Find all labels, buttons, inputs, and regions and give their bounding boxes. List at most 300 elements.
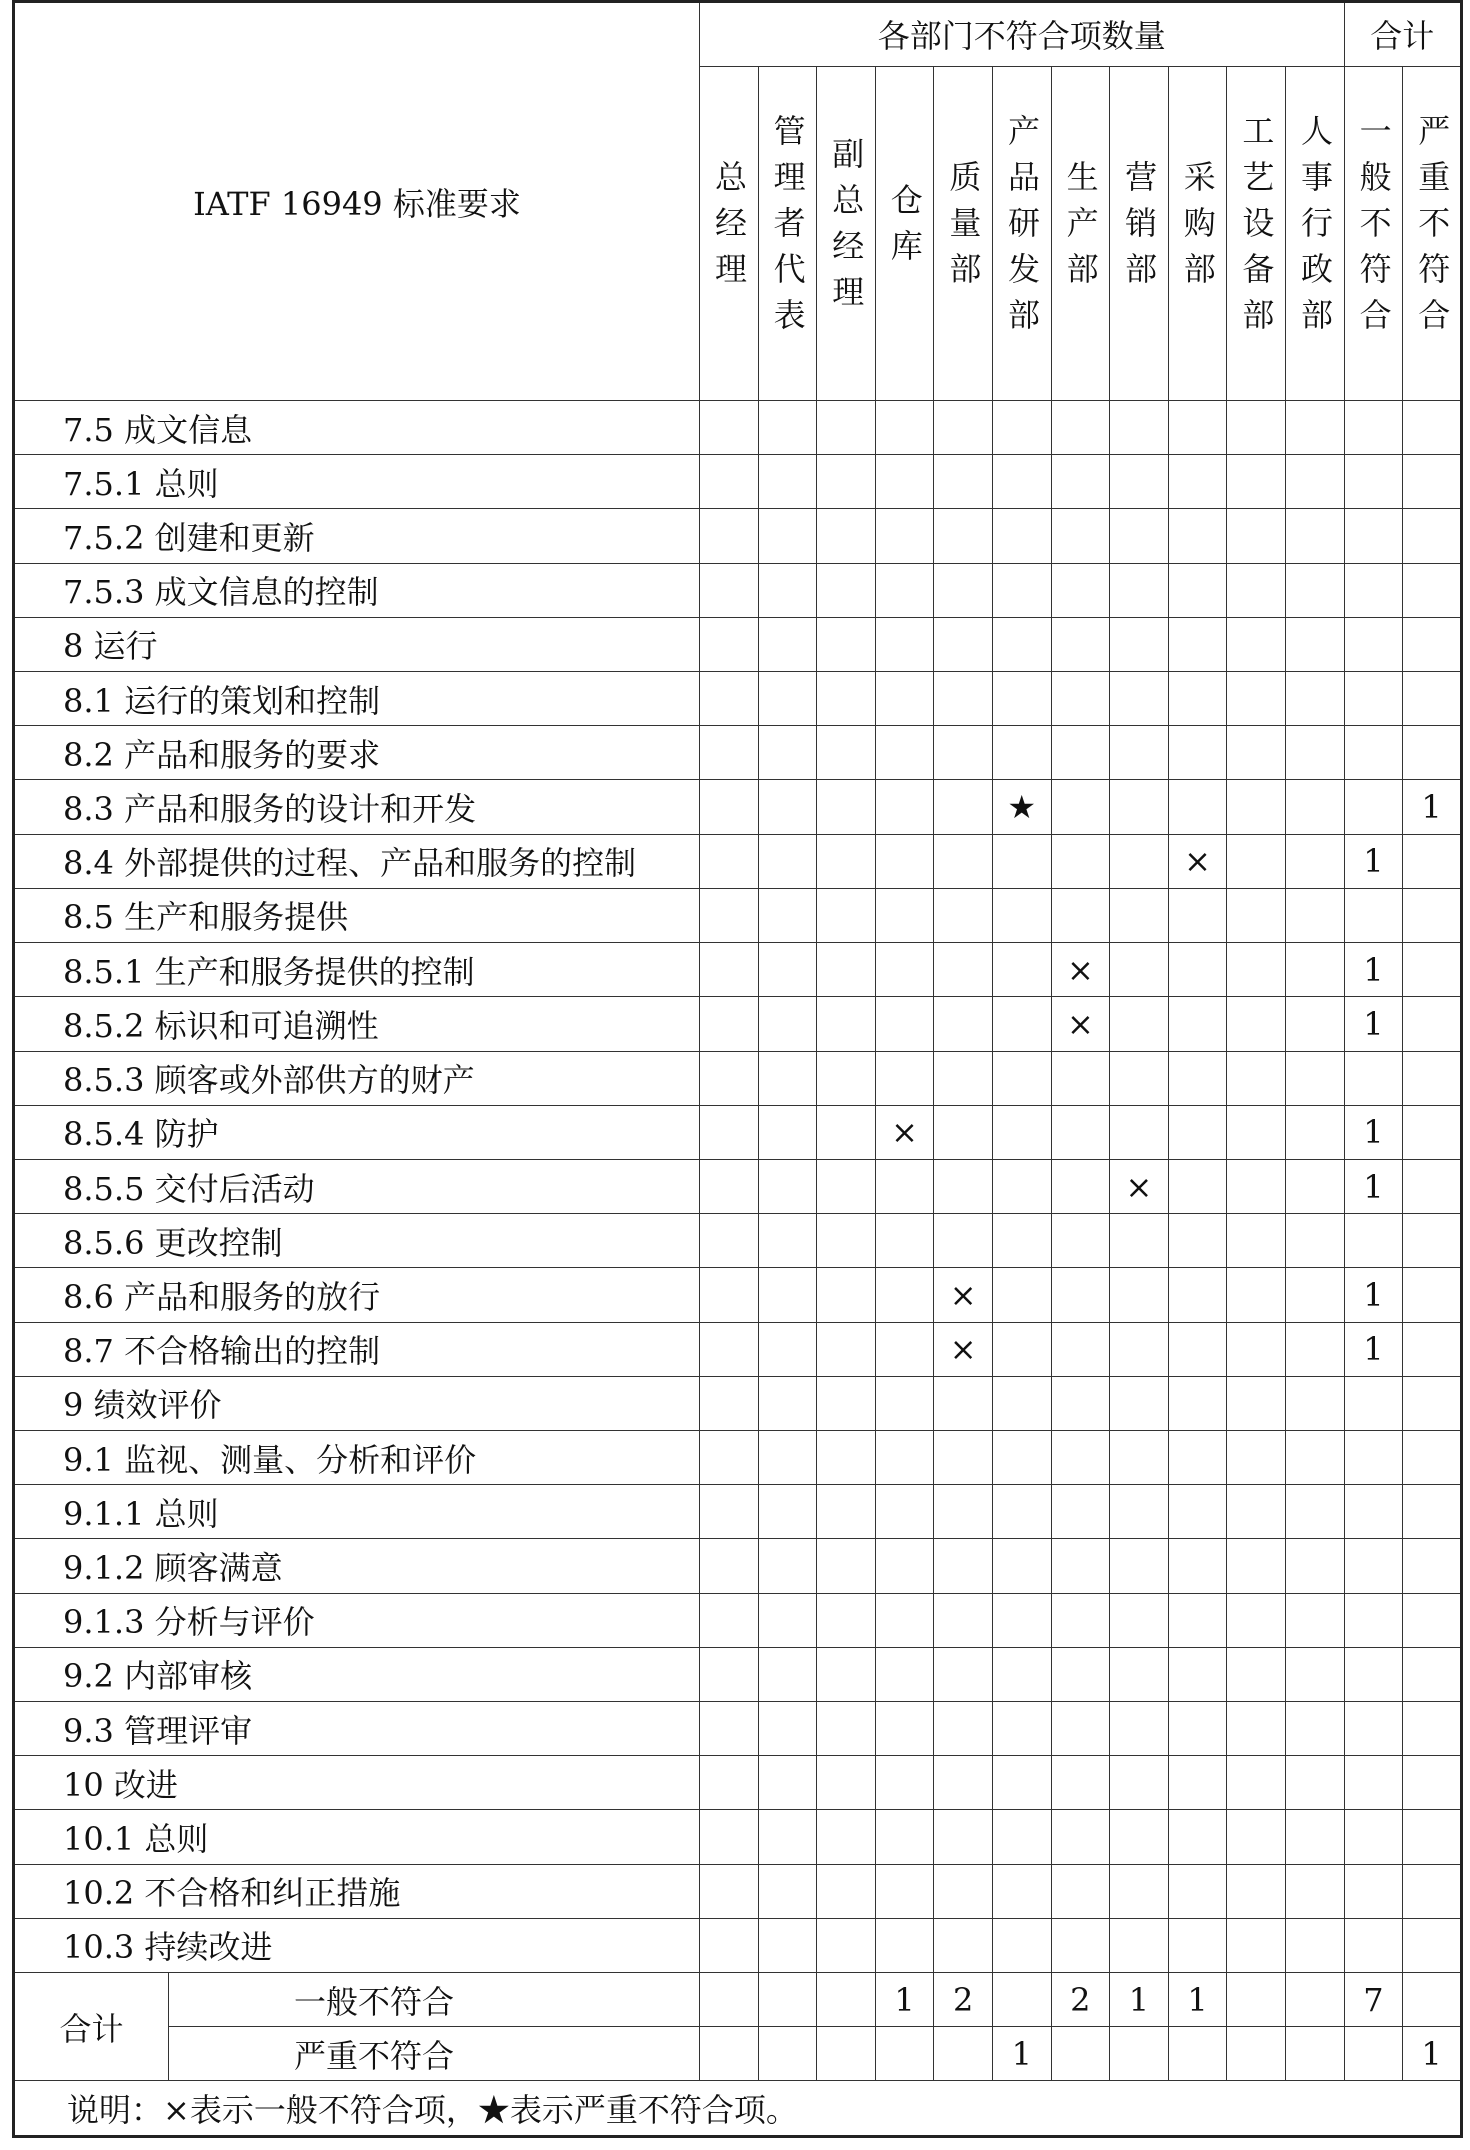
- count-cell: [992, 455, 1051, 509]
- count-cell: [1168, 726, 1227, 780]
- count-cell: [817, 1972, 876, 2026]
- count-cell: [1227, 563, 1286, 617]
- count-cell: [875, 401, 934, 455]
- count-cell: [1168, 1376, 1227, 1430]
- count-cell: [700, 1485, 759, 1539]
- count-cell: [1344, 455, 1403, 509]
- count-cell: 1: [1344, 834, 1403, 888]
- count-cell: [1403, 1539, 1462, 1593]
- count-cell: [1227, 2027, 1286, 2081]
- count-cell: [758, 1810, 817, 1864]
- count-cell: [817, 1593, 876, 1647]
- count-cell: [1051, 1810, 1110, 1864]
- count-cell: [992, 1051, 1051, 1105]
- count-cell: [1227, 1864, 1286, 1918]
- count-cell: [875, 1810, 934, 1864]
- count-cell: [1285, 1430, 1344, 1484]
- requirement-label: 8.1 运行的策划和控制: [14, 672, 700, 726]
- requirement-row: [14, 726, 1462, 780]
- count-cell: [758, 726, 817, 780]
- count-cell: [875, 1918, 934, 1972]
- count-cell: [1344, 1430, 1403, 1484]
- requirement-label: 8.5.4 防护: [14, 1105, 700, 1159]
- count-cell: [1227, 726, 1286, 780]
- count-cell: [758, 1756, 817, 1810]
- department-header-cell: [758, 66, 817, 400]
- count-cell: [1051, 1701, 1110, 1755]
- count-cell: [758, 672, 817, 726]
- count-cell: [1227, 1756, 1286, 1810]
- count-cell: [758, 455, 817, 509]
- requirement-label: 9.2 内部审核: [14, 1647, 700, 1701]
- count-cell: [1110, 1701, 1169, 1755]
- count-cell: [875, 509, 934, 563]
- requirement-label: 9 绩效评价: [14, 1376, 700, 1430]
- department-header-label: 采购部: [1178, 160, 1217, 299]
- count-cell: [1227, 617, 1286, 671]
- count-cell: [700, 997, 759, 1051]
- count-cell: [1110, 617, 1169, 671]
- count-cell: [1403, 1810, 1462, 1864]
- count-cell: [934, 943, 993, 997]
- count-cell: [758, 1918, 817, 1972]
- count-cell: [1285, 1485, 1344, 1539]
- count-cell: [875, 1159, 934, 1213]
- count-cell: [1051, 1105, 1110, 1159]
- count-cell: [758, 1376, 817, 1430]
- general-nonconformity-mark: ×: [1110, 1159, 1169, 1213]
- department-header-cell: [1285, 66, 1344, 400]
- department-header-label: 一般不符合: [1354, 114, 1393, 345]
- count-cell: [1344, 780, 1403, 834]
- count-cell: [992, 672, 1051, 726]
- count-cell: [1344, 1051, 1403, 1105]
- count-cell: [1403, 1864, 1462, 1918]
- count-cell: [758, 1593, 817, 1647]
- count-cell: 7: [1344, 1972, 1403, 2026]
- count-cell: [1110, 1647, 1169, 1701]
- count-cell: [992, 1376, 1051, 1430]
- count-cell: [1051, 1647, 1110, 1701]
- requirement-row: [14, 1376, 1462, 1430]
- count-cell: [817, 1105, 876, 1159]
- count-cell: 1: [875, 1972, 934, 2026]
- count-cell: [1110, 1105, 1169, 1159]
- department-header-cell: [875, 66, 934, 400]
- requirement-label: 9.1.1 总则: [14, 1485, 700, 1539]
- count-cell: [1285, 1701, 1344, 1755]
- count-cell: [758, 1051, 817, 1105]
- count-cell: [1110, 834, 1169, 888]
- count-cell: [700, 1756, 759, 1810]
- count-cell: [700, 1810, 759, 1864]
- department-header-label: 总经理: [710, 160, 748, 299]
- count-cell: [934, 726, 993, 780]
- count-cell: [817, 1647, 876, 1701]
- count-cell: [992, 1647, 1051, 1701]
- department-header-label: 生产部: [1061, 160, 1100, 299]
- count-cell: [1344, 1376, 1403, 1430]
- count-cell: [817, 1701, 876, 1755]
- count-cell: [1051, 1485, 1110, 1539]
- count-cell: [817, 943, 876, 997]
- count-cell: [700, 1539, 759, 1593]
- count-cell: [758, 1972, 817, 2026]
- count-cell: [1110, 1214, 1169, 1268]
- count-cell: [1403, 563, 1462, 617]
- count-cell: [1227, 1701, 1286, 1755]
- count-cell: [1051, 1539, 1110, 1593]
- count-cell: [758, 509, 817, 563]
- count-cell: [1227, 401, 1286, 455]
- count-cell: [758, 2027, 817, 2081]
- requirement-row: [14, 1539, 1462, 1593]
- count-cell: [875, 1539, 934, 1593]
- count-cell: [817, 563, 876, 617]
- requirement-row: [14, 1485, 1462, 1539]
- count-cell: [1168, 2027, 1227, 2081]
- general-nonconformity-mark: ×: [1051, 943, 1110, 997]
- requirement-row: [14, 563, 1462, 617]
- count-cell: [1285, 834, 1344, 888]
- header-row-top: [14, 2, 1462, 67]
- count-cell: [758, 1864, 817, 1918]
- count-cell: [1403, 509, 1462, 563]
- count-cell: [1227, 455, 1286, 509]
- count-cell: [1403, 617, 1462, 671]
- count-cell: [992, 1701, 1051, 1755]
- count-cell: [992, 997, 1051, 1051]
- count-cell: [875, 1430, 934, 1484]
- requirement-row: [14, 1864, 1462, 1918]
- requirement-label: 8.5.1 生产和服务提供的控制: [14, 943, 700, 997]
- count-cell: [1110, 726, 1169, 780]
- count-cell: [1051, 1214, 1110, 1268]
- count-cell: [934, 1051, 993, 1105]
- department-header-cell: [1227, 66, 1286, 400]
- requirement-label: 8.5.5 交付后活动: [14, 1159, 700, 1213]
- count-cell: [875, 617, 934, 671]
- count-cell: [875, 726, 934, 780]
- count-cell: [1285, 455, 1344, 509]
- count-cell: [875, 455, 934, 509]
- count-cell: [934, 1430, 993, 1484]
- count-cell: [875, 1051, 934, 1105]
- count-cell: [1110, 509, 1169, 563]
- requirement-row: [14, 834, 1462, 888]
- count-cell: [875, 1647, 934, 1701]
- serious-total-label: 严重不符合: [293, 2036, 454, 2075]
- requirement-row: [14, 997, 1462, 1051]
- requirement-label: 10.1 总则: [14, 1810, 700, 1864]
- count-cell: [1110, 1485, 1169, 1539]
- count-cell: [817, 617, 876, 671]
- totals-label: 合计: [15, 1973, 169, 2080]
- count-cell: [817, 1485, 876, 1539]
- requirement-row: [14, 888, 1462, 942]
- count-cell: [817, 780, 876, 834]
- count-cell: [992, 509, 1051, 563]
- count-cell: [817, 672, 876, 726]
- count-cell: [992, 1864, 1051, 1918]
- count-cell: [992, 943, 1051, 997]
- count-cell: [1285, 1864, 1344, 1918]
- count-cell: [1051, 1322, 1110, 1376]
- count-cell: [758, 1485, 817, 1539]
- count-cell: [875, 1756, 934, 1810]
- count-cell: 1: [1344, 943, 1403, 997]
- count-cell: [1051, 1051, 1110, 1105]
- requirement-row: [14, 943, 1462, 997]
- count-cell: [875, 1322, 934, 1376]
- count-cell: [875, 997, 934, 1051]
- count-cell: [1344, 1647, 1403, 1701]
- count-cell: [875, 943, 934, 997]
- count-cell: [1227, 888, 1286, 942]
- count-cell: [1168, 1539, 1227, 1593]
- count-cell: 1: [1168, 1972, 1227, 2026]
- count-cell: [1285, 1593, 1344, 1647]
- count-cell: [992, 834, 1051, 888]
- count-cell: [1168, 888, 1227, 942]
- count-cell: [1110, 1810, 1169, 1864]
- count-cell: [1344, 1756, 1403, 1810]
- note-row: [14, 2081, 1462, 2137]
- requirement-row: [14, 1810, 1462, 1864]
- count-cell: [992, 1485, 1051, 1539]
- count-cell: [1285, 780, 1344, 834]
- count-cell: [1285, 563, 1344, 617]
- count-cell: [1403, 1972, 1462, 2026]
- count-cell: [1110, 2027, 1169, 2081]
- requirement-label: 8.6 产品和服务的放行: [14, 1268, 700, 1322]
- count-cell: [700, 834, 759, 888]
- requirement-row: [14, 509, 1462, 563]
- count-cell: [700, 672, 759, 726]
- requirement-row: [14, 1268, 1462, 1322]
- count-cell: [934, 617, 993, 671]
- count-cell: [934, 1539, 993, 1593]
- count-cell: [817, 1756, 876, 1810]
- count-cell: [934, 1864, 993, 1918]
- count-cell: [875, 1485, 934, 1539]
- requirement-row: [14, 1214, 1462, 1268]
- count-cell: [992, 1214, 1051, 1268]
- count-cell: [700, 1430, 759, 1484]
- count-cell: [992, 1430, 1051, 1484]
- count-cell: [1168, 1593, 1227, 1647]
- count-cell: [758, 943, 817, 997]
- count-cell: [817, 455, 876, 509]
- requirement-label: 8.5.6 更改控制: [14, 1214, 700, 1268]
- count-cell: 1: [1403, 2027, 1462, 2081]
- totals-label-cell: [14, 1972, 700, 2080]
- count-cell: [1110, 1430, 1169, 1484]
- general-nonconformity-mark: ×: [875, 1105, 934, 1159]
- count-cell: [1227, 1593, 1286, 1647]
- count-cell: [934, 1647, 993, 1701]
- requirement-row: [14, 1701, 1462, 1755]
- requirement-row: [14, 617, 1462, 671]
- count-cell: [1051, 401, 1110, 455]
- requirement-row: [14, 1756, 1462, 1810]
- count-cell: [817, 1268, 876, 1322]
- count-cell: [758, 1430, 817, 1484]
- count-cell: [1285, 726, 1344, 780]
- general-nonconformity-mark: ×: [934, 1268, 993, 1322]
- count-cell: [934, 1593, 993, 1647]
- count-cell: [1227, 1051, 1286, 1105]
- count-cell: 1: [1110, 1972, 1169, 2026]
- count-cell: [1051, 672, 1110, 726]
- count-cell: [875, 563, 934, 617]
- requirement-row: [14, 1593, 1462, 1647]
- requirement-label: 8 运行: [14, 617, 700, 671]
- count-cell: [1403, 1214, 1462, 1268]
- requirement-label: 8.5.2 标识和可追溯性: [14, 997, 700, 1051]
- count-cell: [817, 1539, 876, 1593]
- nonconformity-table: [12, 0, 1463, 2138]
- count-cell: [1168, 672, 1227, 726]
- count-cell: [1110, 1539, 1169, 1593]
- count-cell: [758, 997, 817, 1051]
- count-cell: [758, 1647, 817, 1701]
- count-cell: [1168, 455, 1227, 509]
- count-cell: [1051, 563, 1110, 617]
- count-cell: [934, 888, 993, 942]
- count-cell: [934, 780, 993, 834]
- count-cell: [1344, 1810, 1403, 1864]
- count-cell: [700, 1214, 759, 1268]
- serious-nonconformity-mark: ★: [992, 780, 1051, 834]
- count-cell: [700, 2027, 759, 2081]
- count-cell: 1: [1344, 1322, 1403, 1376]
- requirement-label: 8.2 产品和服务的要求: [14, 726, 700, 780]
- count-cell: [1344, 1485, 1403, 1539]
- count-cell: [1403, 834, 1462, 888]
- requirement-label: 7.5.3 成文信息的控制: [14, 563, 700, 617]
- count-cell: [700, 1105, 759, 1159]
- count-cell: [1344, 563, 1403, 617]
- count-cell: [817, 1918, 876, 1972]
- department-header-label: 产品研发部: [1002, 114, 1041, 345]
- count-cell: [1403, 1918, 1462, 1972]
- count-cell: [1403, 401, 1462, 455]
- count-cell: [875, 672, 934, 726]
- count-cell: [700, 1322, 759, 1376]
- count-cell: [817, 2027, 876, 2081]
- count-cell: [1344, 888, 1403, 942]
- count-cell: [992, 1268, 1051, 1322]
- count-cell: [1051, 1593, 1110, 1647]
- count-cell: [817, 509, 876, 563]
- count-cell: [1403, 943, 1462, 997]
- count-cell: [758, 1322, 817, 1376]
- count-cell: [875, 1268, 934, 1322]
- requirement-row: [14, 1647, 1462, 1701]
- count-cell: [1110, 1322, 1169, 1376]
- requirement-label: 10.3 持续改进: [14, 1918, 700, 1972]
- count-cell: [1227, 1485, 1286, 1539]
- count-cell: [1403, 1268, 1462, 1322]
- count-cell: [1403, 726, 1462, 780]
- count-cell: [758, 401, 817, 455]
- requirement-label: 10 改进: [14, 1756, 700, 1810]
- count-cell: [1168, 1647, 1227, 1701]
- count-cell: [1168, 401, 1227, 455]
- count-cell: [1168, 1918, 1227, 1972]
- count-cell: [992, 1972, 1051, 2026]
- count-cell: [1110, 1376, 1169, 1430]
- department-header-label: 副总经理: [827, 137, 866, 322]
- count-cell: [1344, 1593, 1403, 1647]
- count-cell: [1403, 1376, 1462, 1430]
- count-cell: [1110, 455, 1169, 509]
- standard-column-header: IATF 16949 标准要求: [14, 2, 700, 401]
- count-cell: [992, 888, 1051, 942]
- department-header-cell: [1110, 66, 1169, 400]
- count-cell: [1051, 1159, 1110, 1213]
- count-cell: [1051, 780, 1110, 834]
- count-cell: [1403, 1647, 1462, 1701]
- count-cell: 1: [1403, 780, 1462, 834]
- count-cell: [1227, 1539, 1286, 1593]
- count-cell: [817, 1051, 876, 1105]
- count-cell: [1285, 1322, 1344, 1376]
- count-cell: [700, 888, 759, 942]
- count-cell: [1227, 1376, 1286, 1430]
- count-cell: [934, 1376, 993, 1430]
- count-cell: [1168, 617, 1227, 671]
- general-nonconformity-mark: ×: [1051, 997, 1110, 1051]
- count-cell: [875, 1214, 934, 1268]
- count-cell: [758, 1539, 817, 1593]
- count-cell: [1110, 401, 1169, 455]
- count-cell: [1344, 617, 1403, 671]
- count-cell: [1344, 1214, 1403, 1268]
- count-cell: [1285, 401, 1344, 455]
- count-cell: [758, 1701, 817, 1755]
- count-cell: [1285, 1159, 1344, 1213]
- count-cell: [1285, 509, 1344, 563]
- count-cell: [1344, 1918, 1403, 1972]
- count-cell: [1051, 726, 1110, 780]
- requirement-label: 8.7 不合格输出的控制: [14, 1322, 700, 1376]
- count-cell: [700, 943, 759, 997]
- count-cell: [1227, 1214, 1286, 1268]
- count-cell: [1285, 1376, 1344, 1430]
- count-cell: [700, 780, 759, 834]
- count-cell: [1285, 2027, 1344, 2081]
- count-cell: [758, 1159, 817, 1213]
- count-cell: [875, 1701, 934, 1755]
- requirement-label: 8.3 产品和服务的设计和开发: [14, 780, 700, 834]
- general-nonconformity-mark: ×: [934, 1322, 993, 1376]
- count-cell: [992, 1159, 1051, 1213]
- department-header-label: 人事行政部: [1295, 114, 1334, 345]
- count-cell: [1285, 617, 1344, 671]
- count-cell: [1403, 1485, 1462, 1539]
- count-cell: [875, 1376, 934, 1430]
- count-cell: [817, 401, 876, 455]
- count-cell: [1051, 2027, 1110, 2081]
- department-header-cell: [1168, 66, 1227, 400]
- count-cell: [700, 1051, 759, 1105]
- count-cell: [934, 1485, 993, 1539]
- count-cell: [1403, 1051, 1462, 1105]
- count-cell: [1168, 1756, 1227, 1810]
- count-cell: [1403, 1105, 1462, 1159]
